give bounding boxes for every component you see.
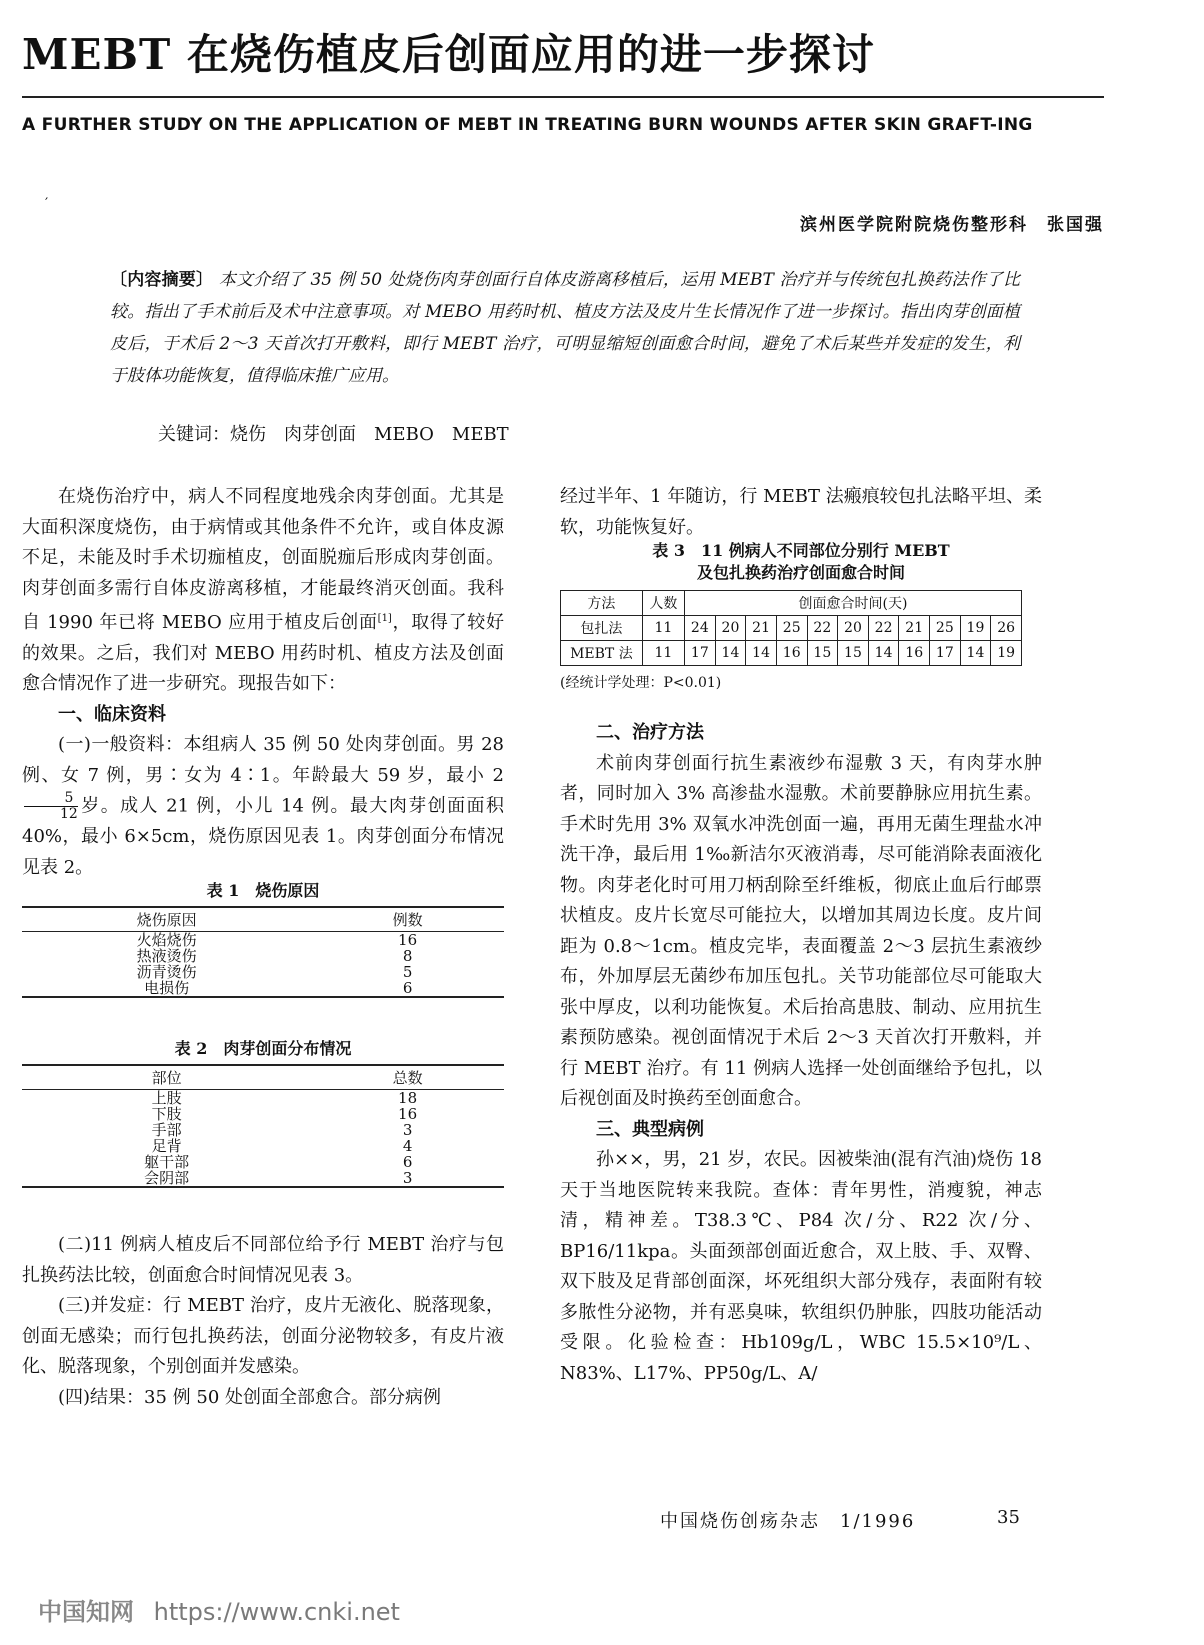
table-1-caption: 表 1 烧伤原因 bbox=[206, 881, 320, 900]
table-3-header-method: 方法 bbox=[561, 591, 643, 616]
right-column bbox=[560, 718, 1042, 1389]
title-rule bbox=[22, 96, 1104, 98]
table-row: 手部 3 bbox=[151, 1121, 413, 1139]
comparison-paragraph: (二)11 例病人植皮后不同部位给予行 MEBT 治疗与包扎换药法比较，创面愈合时间情况见表 3。 bbox=[22, 1234, 504, 1286]
table-row: 会阴部 3 bbox=[22, 1170, 504, 1187]
author-affiliation: 滨州医学院附院烧伤整形科 张国强 bbox=[800, 215, 1104, 235]
table-2 bbox=[22, 1038, 504, 1188]
stray-mark: ′ bbox=[45, 196, 49, 212]
table-1-header-cause: 烧伤原因 bbox=[22, 907, 311, 932]
table-3-caption-line2: 及包扎换药治疗创面愈合时间 bbox=[696, 563, 905, 582]
cnki-watermark bbox=[38, 1592, 400, 1627]
journal-footer: 中国烧伤创疡杂志 1/1996 bbox=[660, 1511, 916, 1532]
table-row: 电损伤 6 bbox=[22, 980, 504, 997]
table-row: 下肢 16 bbox=[151, 1105, 418, 1123]
cnki-url[interactable]: https://www.cnki.net bbox=[153, 1598, 400, 1626]
table-3 bbox=[560, 540, 1042, 692]
table-2-header-site: 部位 bbox=[22, 1065, 311, 1090]
table-row: 躯干部 6 bbox=[144, 1153, 413, 1171]
table-3-header-n: 人数 bbox=[642, 591, 684, 616]
table-1 bbox=[22, 880, 504, 998]
table-row: MEBT 法 11 17 14 14 16 15 15 14 16 17 14 19 bbox=[561, 641, 1022, 666]
english-title: A FURTHER STUDY ON THE APPLICATION OF MEBT IN TREATING BURN WOUNDS AFTER SKIN GRAFT-ING bbox=[22, 115, 1033, 135]
method-paragraph: 术前肉芽创面行抗生素液纱布湿敷 3 天，有肉芽水肿者，同时加入 3% 高渗盐水湿敷。术前要静脉应用抗生素。手术时先用 3% 双氧水冲洗创面一遍，再用无菌生理盐水冲洗干净，最后用 1‰新洁尔灭液消毒，尽可能消除表面液化物。肉芽老化时可用刀柄刮除至纤维板，彻底止血后行邮票状植皮。皮片长宽尽可能拉大，以增加其周边长度。皮片间距为 0.8～1cm。植皮完毕，表面覆盖 2～3 层抗生素液纱布，外加厚层无菌纱布加压包扎。关节功能部位尽可能取大张中厚皮，以利功能恢复。术后抬高患肢、制动、应用抗生素预防感染。视创面情况于术后 2～3 天首次打开敷料，并行 MEBT 治疗。有 11 例病人选择一处创面继给予包扎，以后视创面及时换药至创面愈合。 bbox=[560, 752, 1042, 1109]
abstract-label: 〔内容摘要〕 bbox=[110, 270, 214, 290]
table-3-note: (经统计学处理：P<0.01) bbox=[560, 675, 722, 691]
table-2-header-total: 总数 bbox=[311, 1065, 504, 1090]
right-column-top bbox=[560, 482, 1042, 543]
age-fraction: $\frac{5}{12}$ bbox=[24, 791, 78, 822]
left-column-lower bbox=[22, 1230, 504, 1413]
abstract bbox=[110, 264, 1020, 392]
results-paragraph: (四)结果：35 例 50 处创面全部愈合。部分病例 bbox=[58, 1386, 442, 1408]
table-3-caption-line1: 表 3 11 例病人不同部位分别行 MEBT bbox=[652, 541, 950, 560]
complications-paragraph: (三)并发症：行 MEBT 治疗，皮片无液化、脱落现象，创面无感染；而行包扎换药法，创面分泌物较多，有皮片液化、脱落现象，个别创面并发感染。 bbox=[22, 1295, 504, 1377]
table-3-header-days: 创面愈合时间(天) bbox=[685, 591, 1022, 616]
section-3-heading: 三、典型病例 bbox=[596, 1118, 704, 1140]
page-title: MEBT 在烧伤植皮后创面应用的进一步探讨 bbox=[22, 30, 875, 79]
table-row: 包扎法 11 24 20 21 25 22 20 22 21 25 19 26 bbox=[561, 616, 1022, 641]
abstract-text: 本文介绍了 35 例 50 处烧伤肉芽创面行自体皮游离移植后，运用 MEBT 治疗并与传统包扎换药法作了比较。指出了手术前后及术中注意事项。对 MEBO 用药时机、植皮方法及皮片生长情况作了进一步探讨。指出肉芽创面植皮后，于术后 2～3 天首次打开敷料，即行 MEBT 治疗，可明显缩短创面愈合时间，避免了术后某些并发症的发生，利于肢体功能恢复，值得临床推广应用。 bbox=[110, 270, 1021, 386]
cnki-logo: 中国知网 bbox=[38, 1598, 134, 1626]
keywords: 关键词：烧伤 肉芽创面 MEBO MEBT bbox=[158, 424, 509, 445]
table-row: 热液烫伤 8 bbox=[136, 947, 413, 965]
table-1-header-count: 例数 bbox=[311, 907, 504, 932]
table-2-caption: 表 2 肉芽创面分布情况 bbox=[174, 1039, 352, 1058]
case-paragraph: 孙××，男，21 岁，农民。因被柴油(混有汽油)烧伤 18 天于当地医院转来我院。查体：青年男性，消瘦貌，神志清，精神差。T38.3℃、P84 次/分、R22 次/分、BP16/11kpa。头面颈部创面近愈合，双上肢、手、双臀、双下肢及足背部创面深，坏死组织大部分残存，表面附有较多脓性分泌物，并有恶臭味，软组织仍肿胀，四肢功能活动受限。化验检查：Hb109g/L，WBC 15.5×10⁹/L、N83%、L17%、PP50g/L、A/ bbox=[560, 1149, 1042, 1384]
section-2-heading: 二、治疗方法 bbox=[596, 722, 704, 743]
intro-paragraph: 在烧伤治疗中，病人不同程度地残余肉芽创面。尤其是大面积深度烧伤，由于病情或其他条件不允许，或自体皮源不足，未能及时手术切痂植皮，创面脱痂后形成肉芽创面。肉芽创面多需行自体皮游离移植，才能最终消灭创面。我科自 1990 年已将 MEBO 应用于植皮后创面[1]，取得了较好的效果。之后，我们对 MEBO 用药时机、植皮方法及创面愈合情况作了进一步研究。现报告如下： bbox=[22, 486, 504, 694]
followup-paragraph: 经过半年、1 年随访，行 MEBT 法瘢痕较包扎法略平坦、柔软，功能恢复好。 bbox=[560, 486, 1042, 538]
intro-ref: [1] bbox=[377, 613, 392, 624]
table-row: 火焰烧伤 16 bbox=[136, 931, 418, 949]
table-row: 上肢 18 bbox=[151, 1089, 418, 1107]
table-row: 足背 4 bbox=[151, 1137, 413, 1155]
section-1-heading: 一、临床资料 bbox=[58, 703, 166, 725]
general-data-paragraph: (一)一般资料：本组病人 35 例 50 处肉芽创面。男 28 例、女 7 例，男∶女为 4∶1。年龄最大 59 岁，最小 2 $\frac{5}{12}$ 岁。成人 21 例，小儿 14 例。最大肉芽创面面积 40%，最小 6×5cm，烧伤原因见表 1。肉芽创面分布情况见表 2。 bbox=[22, 734, 504, 878]
page-number: 35 bbox=[997, 1507, 1020, 1528]
left-column bbox=[22, 482, 504, 883]
table-row: 沥青烫伤 5 bbox=[136, 963, 413, 981]
